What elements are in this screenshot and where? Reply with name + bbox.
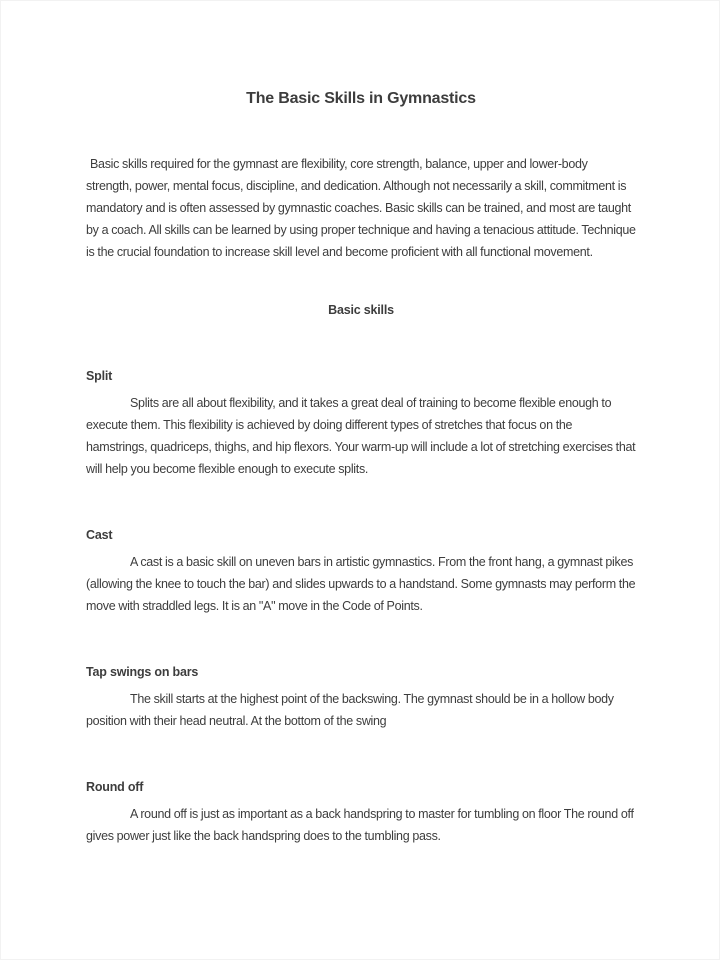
section-body: A cast is a basic skill on uneven bars in artistic gymnastics. From the front hang, a gymnast pikes (allowing the knee to touch the bar) and slides upwards to a handstand. Some gymnasts may perform the move with straddled legs. It is an "A" move in the Code of Points. [86,555,636,613]
section-body: The skill starts at the highest point of the backswing. The gymnast should be in a hollow body position with their head neutral. At the bottom of the swing [86,692,614,728]
section-body: A round off is just as important as a back handspring to master for tumbling on floor The round off gives power just like the back handspring does to the tumbling pass. [86,807,634,843]
section-round-off [86,776,636,847]
section-heading: Split [86,369,113,383]
section-split [86,365,636,480]
section-heading: Cast [86,528,113,542]
section-body: Splits are all about flexibility, and it takes a great deal of training to become flexible enough to execute them. This flexibility is achieved by doing different types of stretches that focus on the hamstrings, quadriceps, thighs, and hip flexors. Your warm-up will include a lot of stretching exercises that will help you become flexible enough to execute splits. [86,396,636,476]
document-title: The Basic Skills in Gymnastics [246,90,476,107]
subtitle-basic-skills: Basic skills [328,303,394,317]
section-heading: Round off [86,780,144,794]
intro-paragraph: Basic skills required for the gymnast are flexibility, core strength, balance, upper and lower-body strength, power, mental focus, discipline, and dedication. Although not necessarily a skill, commitment is mandatory and is often assessed by gymnastic coaches. Basic skills can be trained, and most are taught by a coach. All skills can be learned by using proper technique and having a tenacious attitude. Technique is the crucial foundation to increase skill level and become proficient with all functional movement. [86,157,636,259]
section-cast [86,524,636,617]
section-tap-swings-on-bars [86,661,636,732]
section-heading: Tap swings on bars [86,665,199,679]
